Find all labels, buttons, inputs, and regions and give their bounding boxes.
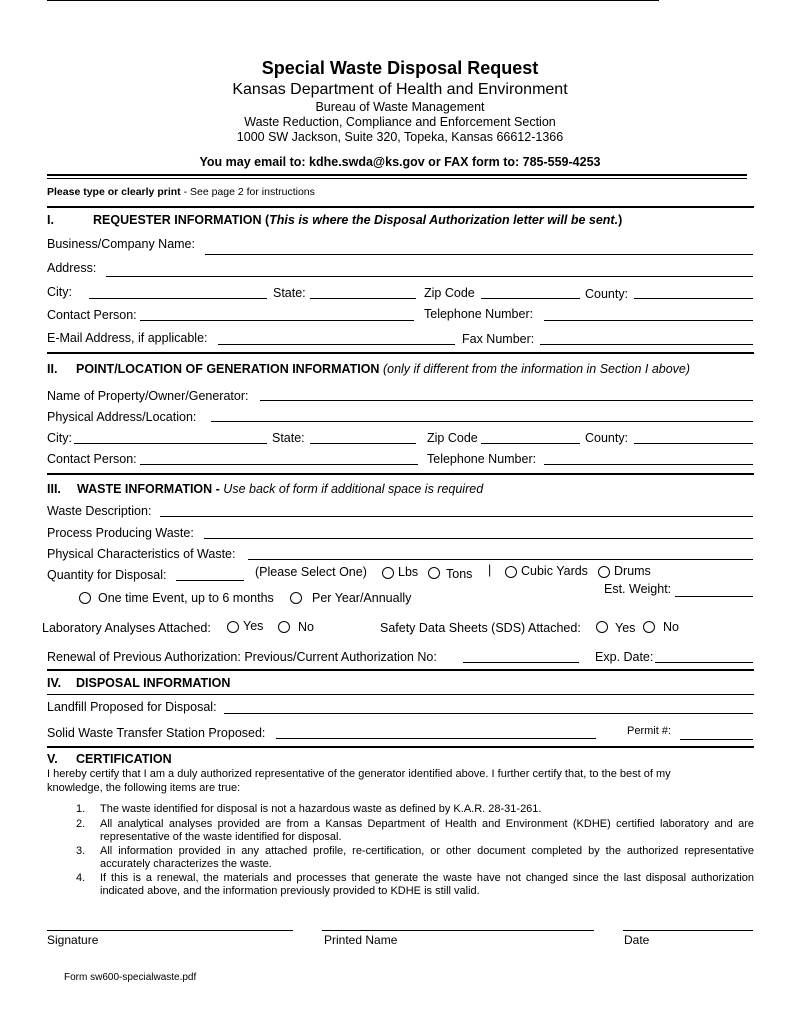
transfer-station-field[interactable] (276, 738, 596, 739)
certification-item-text: All analytical analyses provided are from a Kansas Department of Health and Environment (KDHE) certified laboratory and are representative of the waste identified for disposal. (100, 818, 754, 843)
gen-telephone-field[interactable] (544, 464, 753, 465)
waste-description-label: Waste Description: (47, 504, 152, 518)
unit-lbs-label: Lbs (398, 565, 419, 579)
telephone-label: Telephone Number: (424, 307, 534, 321)
est-weight-label: Est. Weight: (604, 582, 672, 596)
per-year-label: Per Year/Annually (312, 591, 412, 605)
certification-item-text: The waste identified for disposal is not a hazardous waste as defined by K.A.R. 28-31-261. (100, 803, 542, 815)
section4-top-rule (47, 669, 754, 671)
city-field[interactable] (89, 298, 267, 299)
certification-item-number: 2. (76, 818, 86, 830)
lab-yes-radio[interactable] (227, 621, 239, 633)
lab-no-radio[interactable] (278, 621, 290, 633)
section2-number: II. (47, 362, 58, 376)
section2-top-rule (47, 352, 754, 354)
sds-yes-radio[interactable] (596, 621, 608, 633)
unit-tons-radio[interactable] (428, 567, 440, 579)
gen-city-label: City: (47, 431, 72, 445)
address-field[interactable] (106, 276, 753, 277)
email-field[interactable] (218, 344, 455, 345)
header-rule-2 (47, 178, 747, 179)
date-label: Date (624, 933, 650, 947)
per-year-radio[interactable] (290, 592, 302, 604)
transfer-station-label: Solid Waste Transfer Station Proposed: (47, 726, 266, 740)
gen-zip-field[interactable] (481, 443, 580, 444)
property-owner-field[interactable] (260, 400, 753, 401)
previous-authorization-field[interactable] (463, 662, 579, 663)
unit-cubic-yards-radio[interactable] (505, 566, 517, 578)
gen-county-label: County: (585, 431, 629, 445)
section1-number: I. (47, 213, 54, 227)
process-field[interactable] (204, 538, 753, 539)
certification-item-text: All information provided in any attached profile, re-certification, or other document completed by the authorized representative accurately characterizes the waste. (100, 845, 754, 870)
unit-lbs-radio[interactable] (382, 567, 394, 579)
section1-top-rule (47, 206, 754, 208)
zip-field[interactable] (481, 298, 580, 299)
section3-top-rule (47, 473, 754, 475)
sds-label: Safety Data Sheets (SDS) Attached: (380, 621, 581, 635)
lab-no-label: No (298, 620, 314, 634)
one-time-event-radio[interactable] (79, 592, 91, 604)
fax-field[interactable] (540, 344, 753, 345)
gen-telephone-label: Telephone Number: (427, 452, 537, 466)
telephone-field[interactable] (544, 320, 753, 321)
printed-name-field[interactable] (322, 930, 594, 931)
section3-title: WASTE INFORMATION - Use back of form if additional space is required (77, 482, 484, 496)
physical-characteristics-field[interactable] (248, 559, 753, 560)
unit-drums-radio[interactable] (598, 566, 610, 578)
print-instructions (47, 186, 315, 198)
agency-address: 1000 SW Jackson, Suite 320, Topeka, Kansas 66612-1366 (236, 130, 564, 144)
section-name: Waste Reduction, Compliance and Enforcement Section (244, 115, 556, 129)
business-name-field[interactable] (205, 254, 753, 255)
section3-number: III. (47, 482, 61, 496)
certification-item-number: 3. (76, 845, 86, 857)
certification-item-number: 4. (76, 872, 86, 884)
fax-label: Fax Number: (462, 332, 535, 346)
section4-title-rule (47, 694, 754, 695)
process-label: Process Producing Waste: (47, 526, 194, 540)
form-id: Form sw600-specialwaste.pdf (64, 972, 197, 983)
business-name-label: Business/Company Name: (47, 237, 195, 251)
agency-name: Kansas Department of Health and Environment (232, 81, 568, 98)
sds-yes-label: Yes (615, 621, 636, 635)
lab-analyses-label: Laboratory Analyses Attached: (42, 621, 211, 635)
gen-contact-field[interactable] (140, 464, 418, 465)
address-label: Address: (47, 261, 97, 275)
bureau-name: Bureau of Waste Management (315, 100, 485, 114)
gen-state-field[interactable] (310, 443, 416, 444)
lab-yes-label: Yes (243, 619, 264, 633)
waste-description-field[interactable] (160, 516, 753, 517)
state-label: State: (273, 286, 306, 300)
state-field[interactable] (310, 298, 416, 299)
quantity-field[interactable] (176, 580, 244, 581)
certification-item-number: 1. (76, 803, 86, 815)
sds-no-radio[interactable] (643, 621, 655, 633)
physical-address-field[interactable] (211, 421, 753, 422)
form-title: Special Waste Disposal Request (261, 58, 539, 78)
section4-number: IV. (47, 676, 62, 690)
select-one-label: (Please Select One) (255, 565, 367, 579)
gen-county-field[interactable] (634, 443, 753, 444)
exp-date-field[interactable] (655, 662, 753, 663)
section5-title: CERTIFICATION (76, 752, 172, 766)
email-label: E-Mail Address, if applicable: (47, 331, 208, 345)
landfill-field[interactable] (224, 713, 753, 714)
one-time-event-label: One time Event, up to 6 months (98, 591, 274, 605)
sds-no-label: No (663, 620, 679, 634)
submission-contact: You may email to: kdhe.swda@ks.gov or FAX form to: 785-559-4253 (199, 155, 601, 169)
section1-title: REQUESTER INFORMATION (This is where the Disposal Authorization letter will be sent.) (93, 213, 623, 227)
print-instructions-bold: Please type or clearly print (47, 186, 181, 198)
contact-person-field[interactable] (140, 320, 414, 321)
county-field[interactable] (634, 298, 753, 299)
physical-address-label: Physical Address/Location: (47, 410, 197, 424)
gen-state-label: State: (272, 431, 305, 445)
certification-intro-line2: knowledge, the following items are true: (47, 782, 241, 794)
physical-characteristics-label: Physical Characteristics of Waste: (47, 547, 236, 561)
permit-field[interactable] (680, 739, 753, 740)
unit-tons-label: Tons (446, 567, 473, 581)
zip-label: Zip Code (424, 286, 475, 300)
est-weight-field[interactable] (675, 596, 753, 597)
gen-contact-label: Contact Person: (47, 452, 137, 466)
top-rule (47, 0, 659, 1)
contact-person-label: Contact Person: (47, 308, 137, 322)
print-instructions-note: - See page 2 for instructions (180, 186, 315, 198)
unit-divider: | (488, 563, 492, 577)
signature-field[interactable] (47, 930, 293, 931)
section4-title: DISPOSAL INFORMATION (76, 676, 231, 690)
city-label: City: (47, 285, 72, 299)
section5-number: V. (47, 752, 58, 766)
permit-label: Permit #: (627, 725, 672, 737)
unit-cubic-yards-label: Cubic Yards (521, 564, 588, 578)
exp-date-label: Exp. Date: (595, 650, 654, 664)
property-owner-label: Name of Property/Owner/Generator: (47, 389, 249, 403)
county-label: County: (585, 287, 629, 301)
signature-label: Signature (47, 933, 99, 947)
landfill-label: Landfill Proposed for Disposal: (47, 700, 217, 714)
section2-title: POINT/LOCATION OF GENERATION INFORMATION (only if different from the information in Section I above) (76, 362, 691, 376)
renewal-label: Renewal of Previous Authorization: Previous/Current Authorization No: (47, 650, 437, 664)
printed-name-label: Printed Name (324, 933, 398, 947)
header-rule-1 (47, 174, 747, 176)
quantity-label: Quantity for Disposal: (47, 568, 167, 582)
section5-top-rule (47, 746, 754, 748)
certification-intro-line1: I hereby certify that I am a duly authorized representative of the generator identified above. I further certify that, to the best of my (47, 768, 671, 780)
date-field[interactable] (623, 930, 753, 931)
gen-zip-label: Zip Code (427, 431, 478, 445)
gen-city-field[interactable] (74, 443, 267, 444)
certification-item-text: If this is a renewal, the materials and processes that generate the waste have not changed since the last disposal authorization indicated above, and the information previously provided to KDHE is still valid. (100, 872, 754, 897)
unit-drums-label: Drums (614, 564, 651, 578)
